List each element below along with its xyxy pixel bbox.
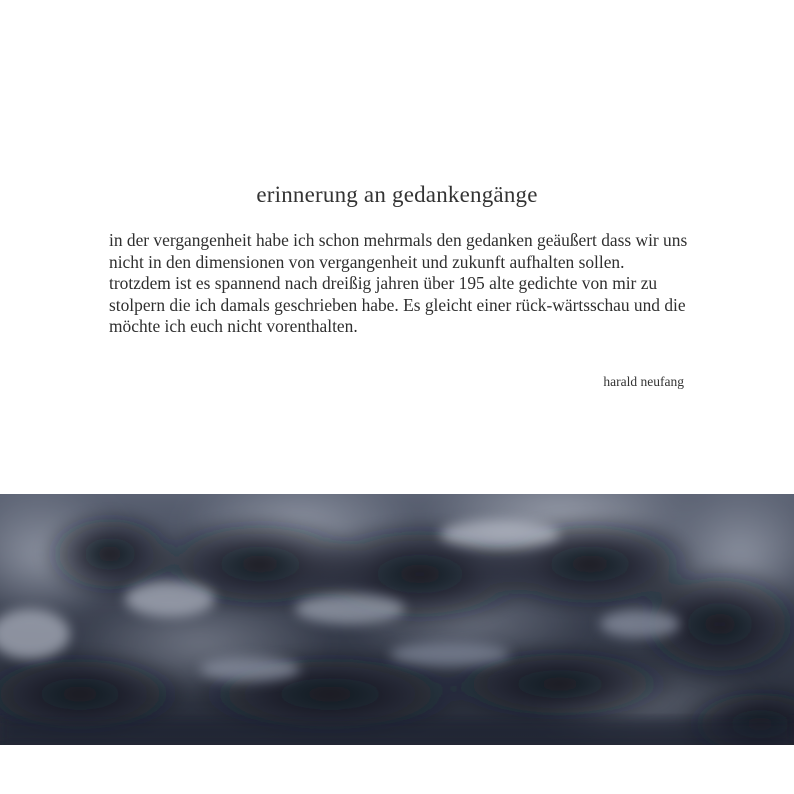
page-title: erinnerung an gedankengänge xyxy=(256,182,538,207)
intro-paragraph-1: in der vergangenheit habe ich schon mehrmals den gedanken geäußert dass wir uns nicht in den dimensionen von vergangenheit und zukunft aufhalten sollen. xyxy=(109,230,688,272)
storm-clouds-illustration xyxy=(0,494,794,745)
intro-text xyxy=(109,230,689,338)
storm-clouds-image xyxy=(0,494,794,745)
author-signature: harald neufang xyxy=(603,374,684,389)
intro-paragraph-2: trotzdem ist es spannend nach dreißig jahren über 195 alte gedichte von mir zu stolpern die ich damals geschrieben habe. Es gleicht einer rück-wärtsschau und die möchte ich euch nicht vorenthalten. xyxy=(109,273,686,336)
